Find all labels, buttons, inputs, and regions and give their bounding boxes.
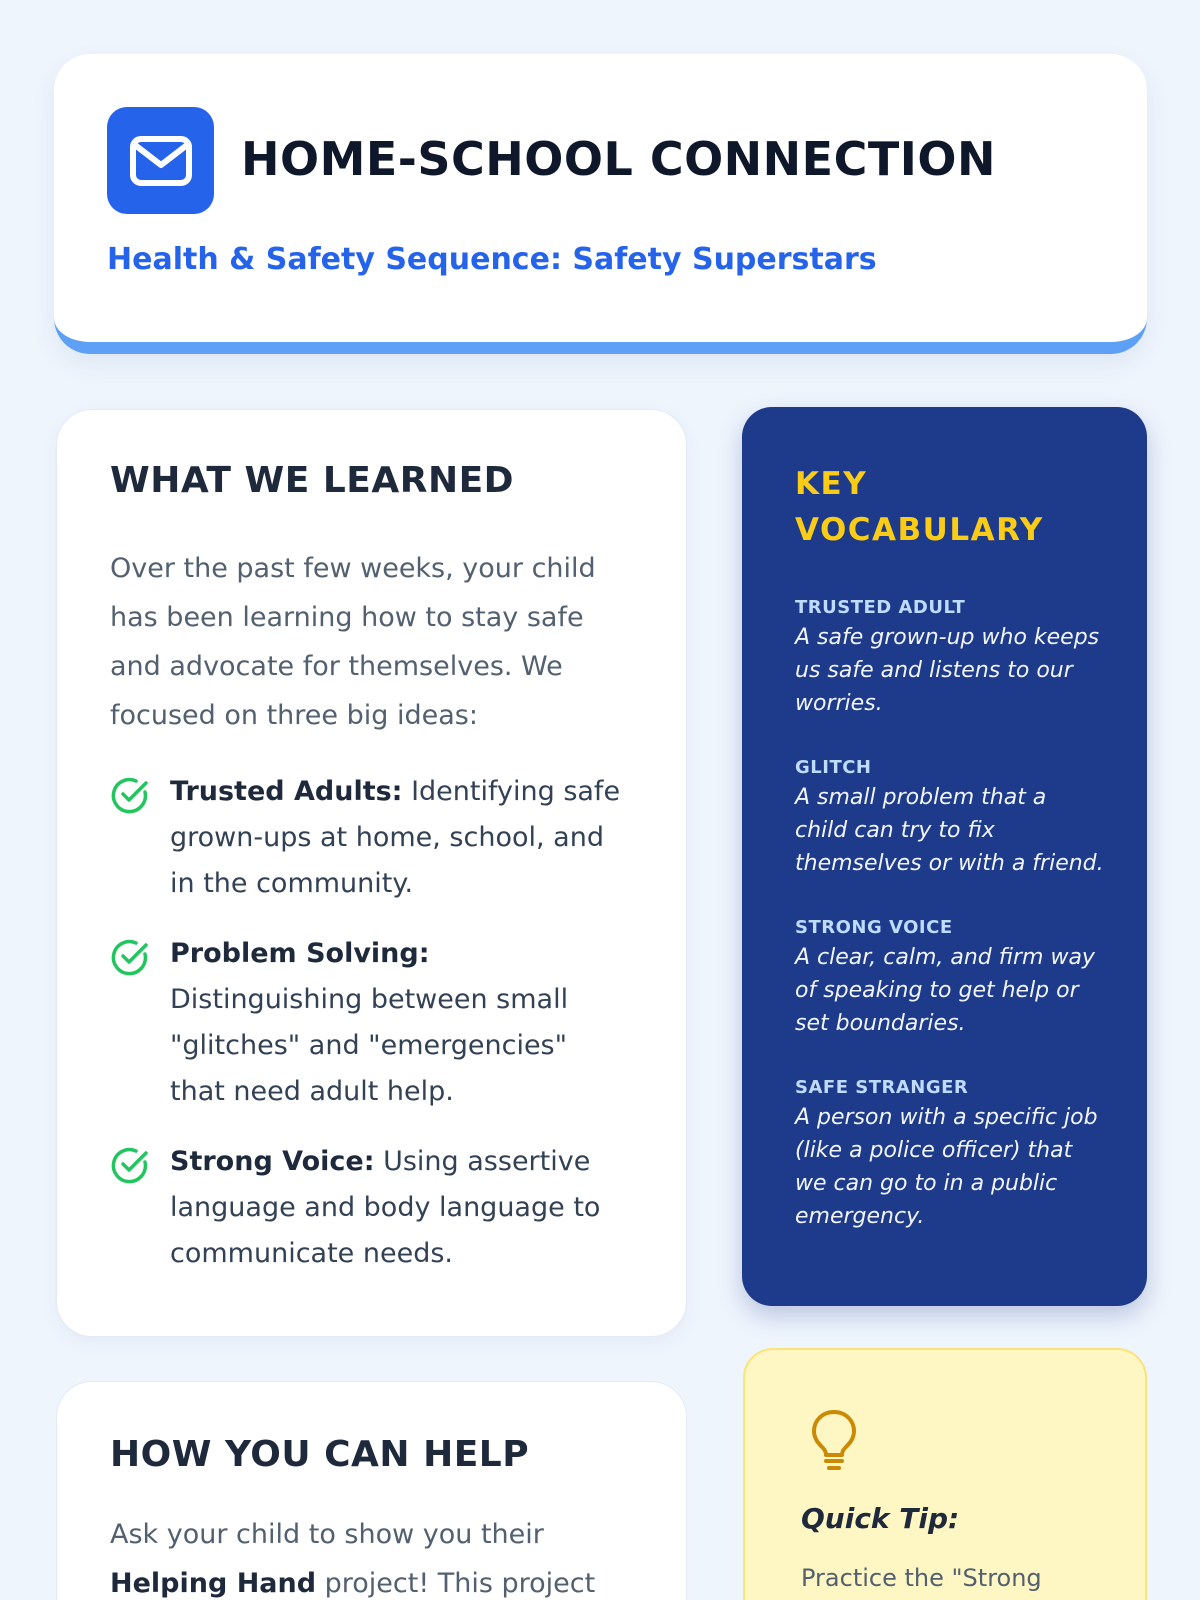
vocab-definition: A clear, calm, and firm way of speaking to get help or set boundaries. — [795, 945, 1095, 1036]
mail-icon — [107, 107, 214, 214]
how-you-can-help-card — [56, 1381, 687, 1600]
vocab-definition: A small problem that a child can try to fix themselves or with a friend. — [795, 785, 1104, 876]
quick-tip-card — [743, 1348, 1147, 1600]
check-circle-icon — [110, 937, 150, 977]
item-label: Strong Voice: — [170, 1146, 375, 1177]
learned-intro: Over the past few weeks, your child has been learning how to stay safe and advocate for themselves. We focused on three big ideas: — [110, 553, 596, 731]
vocabulary-heading: KEY VOCABULARY — [795, 466, 1044, 548]
vocab-term: TRUSTED ADULT — [795, 597, 966, 618]
page-subtitle: Health & Safety Sequence: Safety Superstars — [107, 242, 877, 277]
vocab-entry — [795, 595, 1105, 720]
vocabulary-list — [795, 595, 1105, 1268]
vocab-definition: A safe grown-up who keeps us safe and listens to our worries. — [795, 625, 1100, 716]
what-we-learned-card — [56, 409, 687, 1337]
help-text-before: Ask your child to show you their — [110, 1519, 544, 1550]
item-text: Distinguishing between small "glitches" and "emergencies" that need adult help. — [170, 984, 569, 1107]
help-heading: HOW YOU CAN HELP — [110, 1434, 530, 1475]
help-text — [110, 1510, 630, 1600]
help-text-after: project! This project — [316, 1568, 596, 1599]
tip-title: Quick Tip: — [801, 1502, 960, 1535]
learned-list — [110, 769, 630, 1301]
key-vocabulary-card — [742, 407, 1147, 1306]
list-item — [110, 931, 630, 1115]
list-item — [110, 769, 630, 907]
item-text: Identifying safe grown-ups at home, school, and in the community. — [170, 776, 621, 899]
vocab-term: SAFE STRANGER — [795, 1077, 969, 1098]
learned-heading: WHAT WE LEARNED — [110, 460, 515, 501]
vocab-entry — [795, 755, 1105, 880]
vocab-entry — [795, 915, 1105, 1040]
help-highlight: Helping Hand — [110, 1568, 317, 1599]
vocab-definition: A person with a specific job (like a police officer) that we can go to in a public emergency. — [795, 1105, 1098, 1229]
item-label: Trusted Adults: — [170, 776, 403, 807]
check-circle-icon — [110, 1145, 150, 1185]
item-label: Problem Solving: — [170, 938, 430, 969]
header-card — [54, 54, 1147, 354]
vocab-term: STRONG VOICE — [795, 917, 953, 938]
vocab-term: GLITCH — [795, 757, 872, 778]
tip-text: Practice the "Strong — [801, 1564, 1042, 1592]
lightbulb-icon — [809, 1408, 859, 1472]
page-title: HOME-SCHOOL CONNECTION — [241, 132, 996, 186]
vocab-entry — [795, 1075, 1105, 1233]
item-text: Using assertive language and body language to communicate needs. — [170, 1146, 601, 1269]
check-circle-icon — [110, 775, 150, 815]
list-item — [110, 1139, 630, 1277]
